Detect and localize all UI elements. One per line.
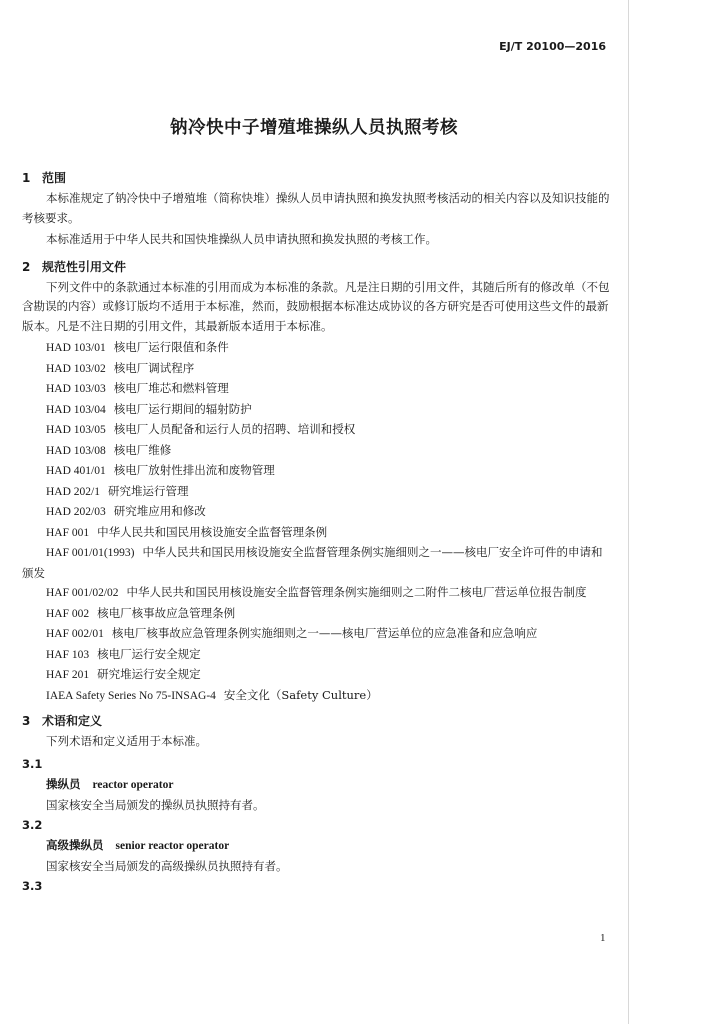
reference-item xyxy=(22,543,612,583)
reference-item xyxy=(22,461,612,482)
reference-code: HAD 103/04 xyxy=(46,403,106,416)
reference-code: HAD 103/01 xyxy=(46,342,106,354)
section-number: 2 xyxy=(22,259,31,274)
reference-item xyxy=(22,686,612,707)
reference-code: HAD 202/03 xyxy=(46,506,106,518)
reference-item xyxy=(22,400,612,421)
reference-code: IAEA Safety Series No 75-INSAG-4 xyxy=(46,689,216,702)
reference-title: 中华人民共和国民用核设施安全监督管理条例实施细则之一——核电厂安全许可件的申请和颁发 xyxy=(22,545,603,580)
reference-code: HAF 002/01 xyxy=(46,628,104,640)
reference-code: HAF 001 xyxy=(46,526,90,539)
reference-item xyxy=(22,379,612,400)
reference-title: 中华人民共和国民用核设施安全监督管理条例 xyxy=(97,524,328,539)
reference-code: HAD 202/1 xyxy=(46,485,100,498)
section-title: 范围 xyxy=(42,171,67,185)
page-number: 1 xyxy=(600,932,606,944)
term-entry xyxy=(22,774,612,795)
reference-item xyxy=(22,502,612,523)
reference-title: 核电厂人员配备和运行人员的招聘、培训和授权 xyxy=(113,422,356,436)
reference-code: HAD 103/03 xyxy=(46,383,106,395)
term-entry xyxy=(22,835,612,856)
page-edge-rule xyxy=(628,0,629,1024)
reference-title: 核电厂放射性排出流和废物管理 xyxy=(113,463,275,477)
reference-code: HAD 103/05 xyxy=(46,424,106,436)
reference-title: 研究堆应用和修改 xyxy=(113,504,206,518)
term-zh: 操纵员 xyxy=(46,776,81,791)
reference-title: 核电厂维修 xyxy=(113,442,172,457)
reference-item xyxy=(22,665,612,686)
reference-title: 核电厂调试程序 xyxy=(113,360,195,375)
reference-item xyxy=(22,338,612,359)
reference-title: 核电厂核事故应急管理条例 xyxy=(97,605,236,620)
reference-title: 核电厂运行安全规定 xyxy=(97,646,201,661)
scope-paragraph-2: 本标准适用于中华人民共和国快堆操纵人员申请执照和换发执照的考核工作。 xyxy=(46,232,437,246)
reference-title: 研究堆运行安全规定 xyxy=(97,667,201,681)
term-definition: 国家核安全当局颁发的高级操纵员执照持有者。 xyxy=(46,858,288,873)
reference-code: HAF 103 xyxy=(46,648,90,661)
reference-item xyxy=(22,420,612,441)
reference-code: HAD 103/02 xyxy=(46,362,106,375)
reference-title: 核电厂运行期间的辐射防护 xyxy=(113,401,252,416)
reference-item xyxy=(22,441,612,462)
scope-paragraph-1: 本标准规定了钠冷快中子增殖堆（简称快堆）操纵人员申请执照和换发执照考核活动的相关内容以及知识技能的考核要求。 xyxy=(22,191,610,225)
reference-title: 核电厂运行限值和条件 xyxy=(113,340,229,354)
reference-code: HAF 001/01(1993) xyxy=(46,547,135,559)
section-number: 3 xyxy=(22,714,31,728)
terms-intro: 下列术语和定义适用于本标准。 xyxy=(46,734,207,748)
reference-title: 中华人民共和国民用核设施安全监督管理条例实施细则之二附件二核电厂营运单位报告制度 xyxy=(126,585,587,599)
reference-code: HAD 103/08 xyxy=(46,444,106,457)
reference-item xyxy=(22,624,612,645)
clause-number: 3.2 xyxy=(22,817,43,832)
section-2-heading xyxy=(22,258,612,276)
section-title: 规范性引用文件 xyxy=(42,259,127,274)
reference-code: HAF 001/02/02 xyxy=(46,587,119,599)
reference-item xyxy=(22,583,612,604)
clause-number: 3.3 xyxy=(22,878,43,893)
reference-item xyxy=(22,359,612,380)
term-definition: 国家核安全当局颁发的操纵员执照持有者。 xyxy=(46,797,265,812)
reference-title: 核电厂堆芯和燃料管理 xyxy=(113,381,229,395)
reference-title: 安全文化（Safety Culture） xyxy=(223,687,378,702)
reference-item xyxy=(22,482,612,503)
reference-code: HAF 201 xyxy=(46,669,90,681)
clause-number: 3.1 xyxy=(22,756,43,771)
document-title: 钠冷快中子增殖堆操纵人员执照考核 xyxy=(170,118,458,138)
reference-title: 核电厂核事故应急管理条例实施细则之一——核电厂营运单位的应急准备和应急响应 xyxy=(111,626,538,640)
reference-item xyxy=(22,604,612,625)
references-intro: 下列文件中的条款通过本标准的引用而成为本标准的条款。凡是注日期的引用文件，其随后所有的修改单（不包含勘误的内容）或修订版均不适用于本标准，然而，鼓励根据本标准达成协议的各方研究是否可使用这些文件的最新版本。凡是不注日期的引用文件，其最新版本适用于本标准。 xyxy=(22,279,610,333)
reference-item xyxy=(22,523,612,544)
reference-item xyxy=(22,645,612,666)
reference-code: HAF 002 xyxy=(46,607,90,620)
reference-title: 研究堆运行管理 xyxy=(108,483,189,498)
reference-code: HAD 401/01 xyxy=(46,465,106,477)
section-3-heading xyxy=(22,712,612,730)
term-zh: 高级操纵员 xyxy=(46,837,104,852)
section-title: 术语和定义 xyxy=(42,714,103,728)
term-en: senior reactor operator xyxy=(115,839,230,852)
section-1-heading xyxy=(22,169,612,187)
document-code: EJ/T 20100—2016 xyxy=(499,40,606,53)
document-body xyxy=(22,169,612,896)
term-en: reactor operator xyxy=(92,778,174,791)
section-number: 1 xyxy=(22,171,31,185)
